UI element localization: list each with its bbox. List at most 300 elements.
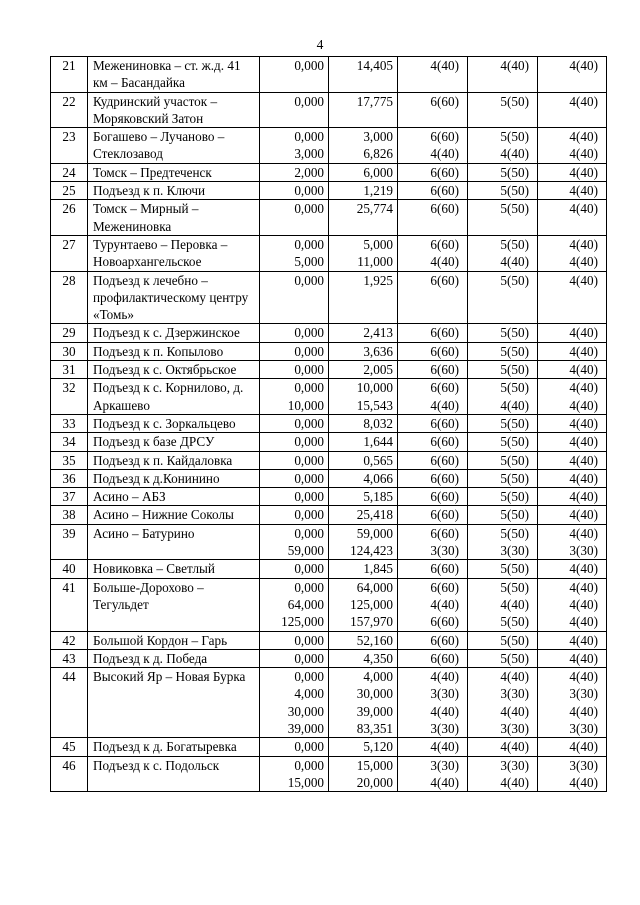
row-number: 36 bbox=[51, 469, 88, 487]
to-km bbox=[329, 649, 398, 667]
class-3-value: 4(40) bbox=[569, 236, 598, 252]
road-name: Больше-Дорохово – Тегульдет bbox=[88, 578, 260, 631]
class-1-value: 6(60) bbox=[430, 325, 459, 341]
from-km-value: 30,000 bbox=[287, 703, 324, 719]
class-2 bbox=[468, 324, 538, 342]
class-2 bbox=[468, 524, 538, 560]
class-3 bbox=[538, 379, 607, 415]
table-row bbox=[51, 57, 607, 93]
class-3-value: 4(40) bbox=[569, 129, 598, 145]
class-2-value: 5(50) bbox=[500, 201, 529, 217]
to-km bbox=[329, 524, 398, 560]
from-km-value: 0,000 bbox=[294, 489, 324, 505]
class-3-value: 4(40) bbox=[569, 596, 598, 612]
class-2-value: 4(40) bbox=[500, 703, 529, 719]
class-1-value: 3(30) bbox=[430, 720, 459, 736]
to-km bbox=[329, 578, 398, 631]
class-1 bbox=[398, 324, 468, 342]
class-1-value: 6(60) bbox=[430, 434, 459, 450]
from-km bbox=[260, 414, 329, 432]
class-2-value: 5(50) bbox=[500, 362, 529, 378]
from-km bbox=[260, 668, 329, 738]
from-km-value: 0,000 bbox=[294, 669, 324, 685]
class-2-value: 5(50) bbox=[500, 183, 529, 199]
to-km-value: 3,636 bbox=[363, 343, 393, 359]
from-km-value: 0,000 bbox=[294, 739, 324, 755]
class-3 bbox=[538, 506, 607, 524]
to-km bbox=[329, 342, 398, 360]
table-row bbox=[51, 414, 607, 432]
class-1-value: 6(60) bbox=[430, 507, 459, 523]
class-3-value: 4(40) bbox=[569, 669, 598, 685]
road-name: Подъезд к с. Октябрьское bbox=[88, 361, 260, 379]
class-1 bbox=[398, 738, 468, 756]
table-row bbox=[51, 469, 607, 487]
class-3-value: 4(40) bbox=[569, 362, 598, 378]
road-name: Подъезд к п. Копылово bbox=[88, 342, 260, 360]
class-3 bbox=[538, 324, 607, 342]
class-2 bbox=[468, 451, 538, 469]
from-km-value: 0,000 bbox=[294, 325, 324, 341]
to-km-value: 2,005 bbox=[363, 362, 393, 378]
from-km bbox=[260, 560, 329, 578]
to-km-value: 157,970 bbox=[350, 614, 393, 630]
road-name: Асино – Батурино bbox=[88, 524, 260, 560]
class-3-value: 3(30) bbox=[569, 720, 598, 736]
class-2 bbox=[468, 506, 538, 524]
class-1 bbox=[398, 342, 468, 360]
table-row bbox=[51, 756, 607, 792]
from-km bbox=[260, 738, 329, 756]
class-1-value: 6(60) bbox=[430, 272, 459, 288]
class-2-value: 4(40) bbox=[500, 774, 529, 790]
from-km-value: 0,000 bbox=[294, 129, 324, 145]
class-1-value: 3(30) bbox=[430, 757, 459, 773]
table-row bbox=[51, 649, 607, 667]
class-3-value: 4(40) bbox=[569, 703, 598, 719]
class-1 bbox=[398, 506, 468, 524]
class-3-value: 3(30) bbox=[569, 686, 598, 702]
class-2 bbox=[468, 578, 538, 631]
class-1-value: 6(60) bbox=[430, 415, 459, 431]
table-row bbox=[51, 524, 607, 560]
road-name: Подъезд к п. Кайдаловка bbox=[88, 451, 260, 469]
class-1 bbox=[398, 57, 468, 93]
class-2-value: 3(30) bbox=[500, 720, 529, 736]
to-km-value: 64,000 bbox=[356, 579, 393, 595]
class-1 bbox=[398, 451, 468, 469]
class-1 bbox=[398, 379, 468, 415]
class-2 bbox=[468, 631, 538, 649]
class-2-value: 5(50) bbox=[500, 470, 529, 486]
class-3-value: 4(40) bbox=[569, 470, 598, 486]
class-1 bbox=[398, 271, 468, 324]
to-km-value: 3,000 bbox=[363, 129, 393, 145]
road-name: Асино – АБЗ bbox=[88, 488, 260, 506]
from-km-value: 125,000 bbox=[281, 614, 324, 630]
table-row bbox=[51, 668, 607, 738]
class-2 bbox=[468, 361, 538, 379]
from-km bbox=[260, 324, 329, 342]
class-2-value: 5(50) bbox=[500, 129, 529, 145]
row-number: 33 bbox=[51, 414, 88, 432]
from-km-value: 0,000 bbox=[294, 201, 324, 217]
class-1-value: 6(60) bbox=[430, 201, 459, 217]
class-2-value: 5(50) bbox=[500, 236, 529, 252]
class-3-value: 4(40) bbox=[569, 650, 598, 666]
class-3 bbox=[538, 342, 607, 360]
table-row bbox=[51, 578, 607, 631]
class-1-value: 4(40) bbox=[430, 58, 459, 73]
class-3 bbox=[538, 560, 607, 578]
class-2 bbox=[468, 414, 538, 432]
roads-table bbox=[50, 56, 607, 792]
to-km bbox=[329, 414, 398, 432]
row-number: 35 bbox=[51, 451, 88, 469]
table-row bbox=[51, 738, 607, 756]
from-km-value: 5,000 bbox=[294, 254, 324, 270]
to-km bbox=[329, 182, 398, 200]
class-3-value: 3(30) bbox=[569, 757, 598, 773]
class-1-value: 6(60) bbox=[430, 164, 459, 180]
from-km-value: 0,000 bbox=[294, 434, 324, 450]
from-km-value: 64,000 bbox=[287, 596, 324, 612]
to-km bbox=[329, 128, 398, 164]
class-1-value: 4(40) bbox=[430, 254, 459, 270]
class-2-value: 5(50) bbox=[500, 632, 529, 648]
class-1 bbox=[398, 668, 468, 738]
to-km-value: 30,000 bbox=[356, 686, 393, 702]
to-km-value: 52,160 bbox=[356, 632, 393, 648]
class-2 bbox=[468, 488, 538, 506]
class-3-value: 4(40) bbox=[569, 201, 598, 217]
from-km bbox=[260, 578, 329, 631]
to-km-value: 0,565 bbox=[363, 452, 393, 468]
page-number: 4 bbox=[316, 37, 324, 52]
class-1-value: 6(60) bbox=[430, 579, 459, 595]
road-name: Межениновка – ст. ж.д. 41 км – Басандайка bbox=[88, 57, 260, 93]
from-km bbox=[260, 200, 329, 236]
class-1-value: 6(60) bbox=[430, 489, 459, 505]
row-number: 23 bbox=[51, 128, 88, 164]
from-km-value: 0,000 bbox=[294, 343, 324, 359]
road-name: Подъезд к д. Богатыревка bbox=[88, 738, 260, 756]
to-km-value: 4,066 bbox=[363, 470, 393, 486]
road-name: Подъезд к лечебно – профилактическому центру «Томь» bbox=[88, 271, 260, 324]
from-km-value: 0,000 bbox=[294, 470, 324, 486]
from-km bbox=[260, 342, 329, 360]
to-km bbox=[329, 488, 398, 506]
class-1 bbox=[398, 631, 468, 649]
table-row bbox=[51, 560, 607, 578]
from-km bbox=[260, 524, 329, 560]
class-2 bbox=[468, 738, 538, 756]
class-2-value: 3(30) bbox=[500, 686, 529, 702]
to-km-value: 10,000 bbox=[356, 380, 393, 396]
class-3 bbox=[538, 414, 607, 432]
class-3-value: 4(40) bbox=[569, 452, 598, 468]
class-2-value: 5(50) bbox=[500, 452, 529, 468]
from-km-value: 0,000 bbox=[294, 757, 324, 773]
to-km-value: 20,000 bbox=[356, 774, 393, 790]
road-name: Томск – Мирный – Межениновка bbox=[88, 200, 260, 236]
table-row bbox=[51, 488, 607, 506]
class-1 bbox=[398, 578, 468, 631]
from-km bbox=[260, 182, 329, 200]
to-km-value: 6,826 bbox=[363, 146, 393, 162]
row-number: 40 bbox=[51, 560, 88, 578]
table-row bbox=[51, 379, 607, 415]
from-km-value: 0,000 bbox=[294, 93, 324, 109]
class-2 bbox=[468, 235, 538, 271]
to-km-value: 8,032 bbox=[363, 415, 393, 431]
road-name: Подъезд к с. Подольск bbox=[88, 756, 260, 792]
class-3 bbox=[538, 57, 607, 93]
class-1 bbox=[398, 524, 468, 560]
row-number: 21 bbox=[51, 57, 88, 93]
class-3 bbox=[538, 649, 607, 667]
class-1-value: 6(60) bbox=[430, 632, 459, 648]
road-name: Богашево – Лучаново – Стеклозавод bbox=[88, 128, 260, 164]
row-number: 41 bbox=[51, 578, 88, 631]
class-2-value: 5(50) bbox=[500, 325, 529, 341]
class-1-value: 4(40) bbox=[430, 596, 459, 612]
class-2 bbox=[468, 756, 538, 792]
from-km bbox=[260, 506, 329, 524]
from-km bbox=[260, 361, 329, 379]
road-name: Подъезд к с. Корнилово, д. Аркашево bbox=[88, 379, 260, 415]
table-row bbox=[51, 324, 607, 342]
from-km bbox=[260, 451, 329, 469]
table-row bbox=[51, 506, 607, 524]
to-km-value: 5,000 bbox=[363, 236, 393, 252]
table-row bbox=[51, 433, 607, 451]
class-2-value: 3(30) bbox=[500, 757, 529, 773]
class-2-value: 5(50) bbox=[500, 650, 529, 666]
from-km bbox=[260, 469, 329, 487]
class-3 bbox=[538, 488, 607, 506]
from-km-value: 0,000 bbox=[294, 415, 324, 431]
from-km bbox=[260, 92, 329, 128]
to-km-value: 25,418 bbox=[356, 507, 393, 523]
from-km-value: 0,000 bbox=[294, 507, 324, 523]
from-km bbox=[260, 235, 329, 271]
class-3-value: 4(40) bbox=[569, 58, 598, 73]
row-number: 37 bbox=[51, 488, 88, 506]
class-3 bbox=[538, 524, 607, 560]
class-3 bbox=[538, 433, 607, 451]
to-km-value: 1,845 bbox=[363, 561, 393, 577]
class-3 bbox=[538, 631, 607, 649]
to-km bbox=[329, 324, 398, 342]
to-km-value: 5,185 bbox=[363, 489, 393, 505]
class-1 bbox=[398, 182, 468, 200]
class-1-value: 6(60) bbox=[430, 236, 459, 252]
class-2-value: 4(40) bbox=[500, 397, 529, 413]
to-km-value: 15,000 bbox=[356, 757, 393, 773]
class-3-value: 4(40) bbox=[569, 272, 598, 288]
road-name: Подъезд к д. Победа bbox=[88, 649, 260, 667]
class-3-value: 4(40) bbox=[569, 774, 598, 790]
class-2-value: 5(50) bbox=[500, 561, 529, 577]
class-2 bbox=[468, 271, 538, 324]
to-km-value: 83,351 bbox=[356, 720, 393, 736]
class-2-value: 5(50) bbox=[500, 614, 529, 630]
class-3 bbox=[538, 756, 607, 792]
class-3-value: 4(40) bbox=[569, 561, 598, 577]
to-km-value: 5,120 bbox=[363, 739, 393, 755]
table-row bbox=[51, 128, 607, 164]
class-3 bbox=[538, 578, 607, 631]
table-row bbox=[51, 451, 607, 469]
class-2 bbox=[468, 342, 538, 360]
road-name: Большой Кордон – Гарь bbox=[88, 631, 260, 649]
table-row bbox=[51, 361, 607, 379]
class-1-value: 6(60) bbox=[430, 362, 459, 378]
from-km-value: 0,000 bbox=[294, 525, 324, 541]
class-1-value: 6(60) bbox=[430, 129, 459, 145]
from-km-value: 0,000 bbox=[294, 579, 324, 595]
class-3 bbox=[538, 200, 607, 236]
to-km bbox=[329, 200, 398, 236]
class-2 bbox=[468, 649, 538, 667]
class-2-value: 5(50) bbox=[500, 579, 529, 595]
class-2-value: 5(50) bbox=[500, 272, 529, 288]
to-km bbox=[329, 235, 398, 271]
class-2-value: 5(50) bbox=[500, 525, 529, 541]
to-km-value: 25,774 bbox=[356, 201, 393, 217]
class-3 bbox=[538, 92, 607, 128]
to-km-value: 4,000 bbox=[363, 669, 393, 685]
from-km-value: 0,000 bbox=[294, 452, 324, 468]
class-1 bbox=[398, 414, 468, 432]
table-row bbox=[51, 631, 607, 649]
class-1-value: 4(40) bbox=[430, 669, 459, 685]
from-km-value: 4,000 bbox=[294, 686, 324, 702]
class-3-value: 3(30) bbox=[569, 543, 598, 559]
row-number: 25 bbox=[51, 182, 88, 200]
from-km-value: 0,000 bbox=[294, 561, 324, 577]
class-3 bbox=[538, 361, 607, 379]
to-km bbox=[329, 506, 398, 524]
class-1-value: 6(60) bbox=[430, 614, 459, 630]
to-km bbox=[329, 433, 398, 451]
class-1-value: 4(40) bbox=[430, 703, 459, 719]
to-km bbox=[329, 92, 398, 128]
table-row bbox=[51, 342, 607, 360]
from-km-value: 15,000 bbox=[287, 774, 324, 790]
to-km bbox=[329, 631, 398, 649]
class-3-value: 4(40) bbox=[569, 632, 598, 648]
class-1-value: 6(60) bbox=[430, 380, 459, 396]
class-2-value: 4(40) bbox=[500, 669, 529, 685]
class-1-value: 4(40) bbox=[430, 774, 459, 790]
class-1 bbox=[398, 756, 468, 792]
to-km bbox=[329, 361, 398, 379]
to-km-value: 124,423 bbox=[350, 543, 393, 559]
from-km-value: 0,000 bbox=[294, 183, 324, 199]
class-1 bbox=[398, 433, 468, 451]
class-1 bbox=[398, 200, 468, 236]
class-2 bbox=[468, 560, 538, 578]
road-name: Новиковка – Светлый bbox=[88, 560, 260, 578]
class-1-value: 4(40) bbox=[430, 146, 459, 162]
to-km-value: 14,405 bbox=[356, 58, 393, 73]
class-2-value: 5(50) bbox=[500, 489, 529, 505]
class-2 bbox=[468, 433, 538, 451]
to-km bbox=[329, 163, 398, 181]
class-3 bbox=[538, 163, 607, 181]
road-name: Подъезд к п. Ключи bbox=[88, 182, 260, 200]
row-number: 22 bbox=[51, 92, 88, 128]
class-1-value: 6(60) bbox=[430, 183, 459, 199]
class-3-value: 4(40) bbox=[569, 739, 598, 755]
class-3-value: 4(40) bbox=[569, 434, 598, 450]
table-row bbox=[51, 235, 607, 271]
to-km-value: 1,925 bbox=[363, 272, 393, 288]
to-km-value: 125,000 bbox=[350, 596, 393, 612]
class-3-value: 4(40) bbox=[569, 325, 598, 341]
from-km bbox=[260, 433, 329, 451]
class-3-value: 4(40) bbox=[569, 146, 598, 162]
class-1-value: 6(60) bbox=[430, 525, 459, 541]
table-row bbox=[51, 182, 607, 200]
from-km bbox=[260, 631, 329, 649]
row-number: 45 bbox=[51, 738, 88, 756]
to-km-value: 1,219 bbox=[363, 183, 393, 199]
class-1-value: 3(30) bbox=[430, 543, 459, 559]
row-number: 39 bbox=[51, 524, 88, 560]
class-1-value: 6(60) bbox=[430, 470, 459, 486]
class-1-value: 6(60) bbox=[430, 561, 459, 577]
road-name: Подъезд к с. Дзержинское bbox=[88, 324, 260, 342]
class-3 bbox=[538, 451, 607, 469]
class-3-value: 4(40) bbox=[569, 183, 598, 199]
class-2 bbox=[468, 57, 538, 93]
row-number: 32 bbox=[51, 379, 88, 415]
class-2-value: 4(40) bbox=[500, 254, 529, 270]
road-name: Подъезд к с. Зоркальцево bbox=[88, 414, 260, 432]
class-3-value: 4(40) bbox=[569, 579, 598, 595]
class-1 bbox=[398, 560, 468, 578]
class-1 bbox=[398, 128, 468, 164]
row-number: 24 bbox=[51, 163, 88, 181]
from-km-value: 0,000 bbox=[294, 58, 324, 73]
class-3-value: 4(40) bbox=[569, 525, 598, 541]
from-km bbox=[260, 379, 329, 415]
to-km-value: 6,000 bbox=[363, 164, 393, 180]
table-row bbox=[51, 271, 607, 324]
row-number: 38 bbox=[51, 506, 88, 524]
class-3-value: 4(40) bbox=[569, 489, 598, 505]
from-km-value: 2,000 bbox=[294, 164, 324, 180]
road-name: Подъезд к д.Конинино bbox=[88, 469, 260, 487]
from-km-value: 10,000 bbox=[287, 397, 324, 413]
class-1 bbox=[398, 163, 468, 181]
to-km bbox=[329, 379, 398, 415]
class-1 bbox=[398, 469, 468, 487]
road-name: Подъезд к базе ДРСУ bbox=[88, 433, 260, 451]
class-1-value: 6(60) bbox=[430, 650, 459, 666]
row-number: 44 bbox=[51, 668, 88, 738]
class-1-value: 6(60) bbox=[430, 343, 459, 359]
class-3 bbox=[538, 235, 607, 271]
class-2 bbox=[468, 668, 538, 738]
to-km-value: 39,000 bbox=[356, 703, 393, 719]
class-3 bbox=[538, 271, 607, 324]
from-km-value: 59,000 bbox=[287, 543, 324, 559]
row-number: 46 bbox=[51, 756, 88, 792]
